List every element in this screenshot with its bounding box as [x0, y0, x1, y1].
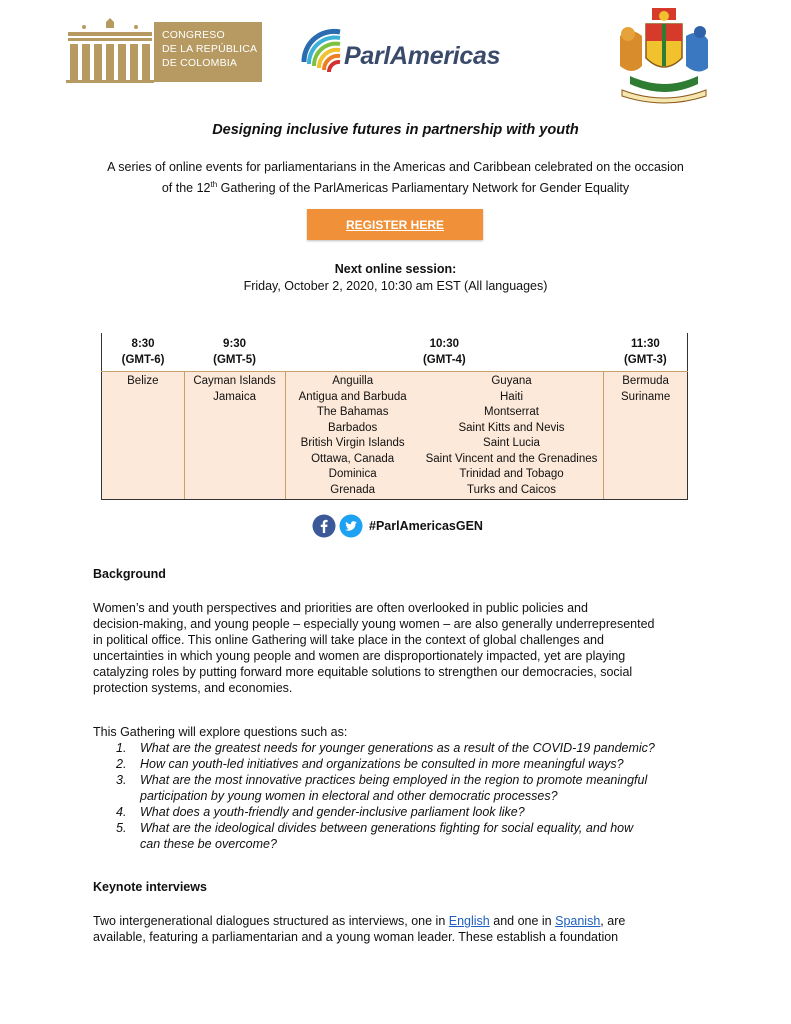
country: Grenada	[330, 483, 376, 496]
column-time: 10:30	[429, 338, 460, 350]
keynote-text: and one in	[489, 914, 556, 928]
question-line: What does a youth-friendly and gender-inclusive parliament look like?	[140, 805, 525, 819]
congreso-logo	[66, 18, 263, 84]
column-header	[184, 333, 285, 372]
subtitle-line	[60, 176, 731, 197]
question-line: How can youth-led initiatives and organizations be consulted in more meaningful ways?	[140, 757, 624, 771]
country: Saint Kitts and Nevis	[458, 421, 565, 434]
facebook-icon[interactable]	[312, 514, 336, 538]
congreso-line: CONGRESO	[162, 29, 225, 41]
spanish-link[interactable]: Spanish	[555, 914, 601, 928]
keynote-paragraph	[93, 913, 703, 945]
capitol-icon	[66, 18, 156, 84]
country: Saint Vincent and the Grenadines	[425, 452, 598, 465]
country: Barbados	[328, 421, 378, 434]
twitter-icon[interactable]	[339, 514, 363, 538]
question-line: What are the ideological divides between generations fighting for social equality, and how	[140, 821, 634, 835]
ordinal-suffix: th	[210, 180, 218, 189]
background-paragraph	[93, 600, 703, 696]
paragraph-line: protection systems, and economies.	[93, 681, 293, 695]
keynote-heading: Keynote interviews	[93, 880, 207, 894]
country: Bermuda	[622, 375, 669, 387]
column-time: 11:30	[630, 338, 660, 350]
keynote-text: , are	[600, 914, 626, 928]
cell-gmt3	[604, 372, 688, 500]
country: Turks and Caicos	[466, 483, 557, 496]
column-header	[102, 333, 185, 372]
country: British Virgin Islands	[300, 437, 405, 449]
congreso-text	[162, 28, 257, 70]
question-line: can these be overcome?	[140, 837, 277, 851]
country: Anguilla	[332, 375, 374, 387]
column-zone: (GMT-3)	[623, 354, 667, 366]
country: Saint Lucia	[483, 437, 540, 449]
congreso-line: DE LA REPÚBLICA	[162, 43, 258, 55]
country: The Bahamas	[316, 406, 389, 418]
logo-header	[0, 0, 791, 110]
column-zone: (GMT-5)	[213, 354, 256, 366]
country: Ottawa, Canada	[311, 452, 395, 465]
keynote-text: Two intergenerational dialogues structured as interviews, one in	[93, 914, 449, 928]
social-row	[312, 514, 483, 538]
paragraph-line: decision-making, and young people – especially young women – are also generally underrepresented	[93, 617, 655, 631]
list-item	[116, 756, 696, 772]
country: Suriname	[621, 390, 671, 403]
country: Dominica	[328, 468, 377, 480]
column-zone: (GMT-4)	[422, 354, 466, 366]
list-number: 5.	[116, 821, 127, 835]
subtitle-line: A series of online events for parliamentarians in the Americas and Caribbean celebrated on the occasion	[107, 160, 684, 174]
subtitle-text: of the 12	[161, 181, 211, 196]
cell-gmt4-a	[285, 372, 420, 500]
background-heading: Background	[93, 567, 166, 581]
english-link[interactable]: English	[448, 914, 490, 928]
column-time: 9:30	[223, 338, 247, 350]
column-header	[285, 333, 604, 372]
subtitle	[60, 158, 731, 197]
subtitle-text: Gathering of the ParlAmericas Parliamentary Network for Gender Equality	[217, 181, 630, 196]
congreso-line: DE COLOMBIA	[162, 57, 238, 69]
paragraph-line: Women’s and youth perspectives and priorities are often overlooked in public policies and	[93, 601, 588, 615]
list-number: 3.	[116, 773, 127, 787]
list-number: 4.	[116, 805, 127, 819]
paragraph-line	[93, 913, 703, 929]
paragraph-line: available, featuring a parliamentarian and a young woman leader. These establish a foundation	[93, 930, 619, 944]
column-zone: (GMT-6)	[121, 354, 165, 366]
list-number: 2.	[116, 757, 127, 771]
country: Montserrat	[484, 406, 539, 418]
question-line: participation by young women in electoral and other democratic processes?	[140, 789, 558, 803]
country: Belize	[127, 375, 159, 387]
timezone-table	[101, 333, 688, 500]
list-item	[116, 804, 696, 820]
country: Trinidad and Tobago	[459, 468, 564, 480]
country: Guyana	[491, 375, 532, 387]
cell-gmt5	[184, 372, 285, 500]
question-line: What are the greatest needs for younger generations as a result of the COVID-19 pandemic?	[140, 741, 655, 755]
register-link[interactable]: REGISTER HERE	[345, 217, 444, 232]
parlamericas-swirl-icon	[300, 22, 348, 92]
questions-intro: This Gathering will explore questions such as:	[93, 725, 348, 739]
hashtag: #ParlAmericasGEN	[369, 519, 483, 533]
register-button[interactable]	[307, 209, 483, 240]
questions-list	[116, 740, 696, 852]
cell-gmt6	[102, 372, 185, 500]
session-label: Next online session:	[334, 262, 457, 276]
country: Antigua and Barbuda	[298, 390, 407, 403]
column-header	[604, 333, 688, 372]
paragraph-line: uncertainties in which young people and women are disproportionately impacted, yet are playing	[93, 649, 626, 663]
country: Jamaica	[213, 390, 256, 403]
column-time: 8:30	[131, 338, 155, 350]
page-title: Designing inclusive futures in partnership with youth	[212, 122, 579, 138]
question-line: What are the most innovative practices being employed in the region to promote meaningful	[140, 773, 648, 787]
country: Haiti	[500, 390, 524, 403]
grenada-coat-of-arms-icon	[612, 6, 716, 104]
list-item	[116, 820, 696, 852]
list-item	[116, 772, 696, 804]
paragraph-line: in political office. This online Gathering will take place in the context of global challenges and	[93, 633, 604, 647]
paragraph-line: catalyzing roles by putting forward more equitable solutions to strengthen our democracies, social	[93, 665, 633, 679]
country: Cayman Islands	[193, 375, 276, 387]
parlamericas-wordmark: ParlAmericas	[344, 42, 501, 70]
list-number: 1.	[116, 741, 127, 755]
parlamericas-logo	[300, 22, 530, 92]
cell-gmt4-b	[420, 372, 604, 500]
session-date: Friday, October 2, 2020, 10:30 am EST (All languages)	[243, 279, 548, 293]
list-item	[116, 740, 696, 756]
